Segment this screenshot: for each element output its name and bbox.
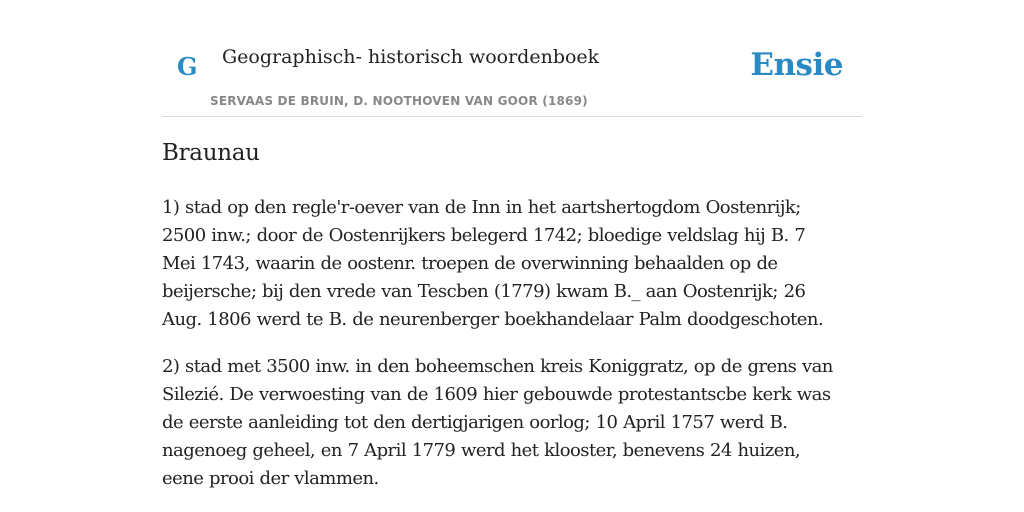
dictionary-authors: SERVAAS DE BRUIN, D. NOOTHOVEN VAN GOOR (1869) <box>210 94 588 108</box>
entry-title: Braunau <box>162 140 260 166</box>
ensie-brand-logo[interactable]: Ensie <box>750 47 843 83</box>
dictionary-title[interactable]: Geographisch- historisch woordenboek <box>222 46 600 68</box>
dictionary-logo-icon[interactable]: G <box>177 52 198 81</box>
definition-1: 1) stad op den regle'r-oever van de Inn in het aartshertogdom Oostenrijk; 2500 inw.; door de Oostenrijkers belegerd 1742; bloedige veldslag hij B. 7 Mei 1743, waarin de oostenr. troepen de overwinning behaalden op de beijersche; bij den vrede van Tescben (1779) kwam B._ aan Oostenrijk; 26 Aug. 1806 werd te B. de neurenberger boekhandelaar Palm doodgeschoten. <box>162 196 824 330</box>
entry-content <box>162 140 842 512</box>
definition-2: 2) stad met 3500 inw. in den boheemschen kreis Koniggratz, op de grens van Silezié. De verwoesting van de 1609 hier gebouwde protestantscbe kerk was de eerste aanleiding tot den dertigjarigen oorlog; 10 April 1757 werd B. nagenoeg geheel, en 7 April 1779 werd het klooster, benevens 24 huizen, eene prooi der vlammen. <box>162 355 833 489</box>
dictionary-header <box>162 0 862 117</box>
